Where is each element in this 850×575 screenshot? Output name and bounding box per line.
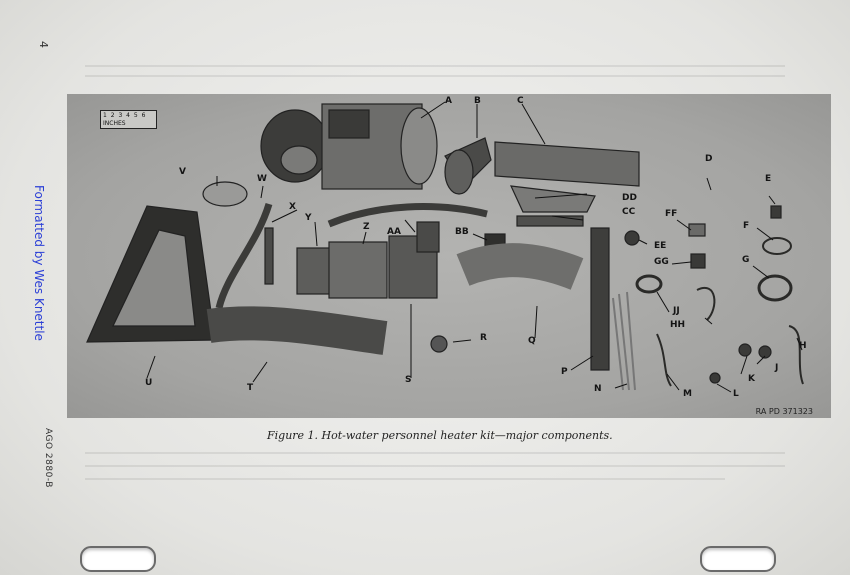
form-code: AGO 2880-B <box>43 428 53 488</box>
callout-label: E <box>765 174 772 184</box>
callout-label: F <box>743 221 750 231</box>
callout-label: Q <box>528 336 536 346</box>
hose-shape <box>329 207 487 224</box>
flex-hose-shape <box>463 260 577 274</box>
figure-reference-code: RA PD 371323 <box>755 407 813 416</box>
part-r-shape <box>431 336 447 352</box>
callout-label: CC <box>622 207 636 217</box>
coil-f-shape <box>763 238 791 254</box>
callout-label: BB <box>455 227 469 237</box>
callout-label: G <box>742 255 750 265</box>
tube-shape <box>219 204 269 308</box>
wire-h-shape <box>789 326 803 384</box>
callout-label: D <box>705 154 713 164</box>
inches-scale <box>100 110 157 129</box>
part-k-shape <box>739 344 751 356</box>
coil-g-shape <box>759 276 791 300</box>
binder-hole <box>80 546 156 572</box>
callout-label: DD <box>622 193 637 203</box>
callout-label: S <box>405 375 412 385</box>
callout-label: V <box>179 167 186 177</box>
channel-p-shape <box>591 228 609 370</box>
callout-label: M <box>683 389 692 399</box>
callout-label: AA <box>387 227 401 237</box>
callout-label: N <box>594 384 602 394</box>
box-z-shape <box>329 242 387 298</box>
bleed-through-line <box>85 452 785 454</box>
callout-label: R <box>480 333 487 343</box>
flex-hose-shape <box>209 323 385 338</box>
bleed-through-line <box>85 465 785 467</box>
callout-label: JJ <box>673 306 680 316</box>
binder-hole <box>700 546 776 572</box>
rod-shape <box>265 228 273 284</box>
callout-label: C <box>517 96 524 106</box>
callout-label: A <box>445 96 452 106</box>
callout-label: W <box>257 174 267 184</box>
scale-label: INCHES <box>103 120 126 127</box>
part-ff-shape <box>689 224 705 236</box>
heater-kit-illustration <box>67 94 831 418</box>
callout-label: L <box>733 389 739 399</box>
callout-label: Z <box>363 222 370 232</box>
part-ee-shape <box>625 231 639 245</box>
bleed-through-line <box>85 75 785 77</box>
part-e-shape <box>771 206 781 218</box>
scale-ticks: 1 2 3 4 5 6 <box>103 112 147 119</box>
bracket-shape <box>511 186 595 212</box>
wire-m-shape <box>657 334 671 386</box>
bleed-through-line <box>85 478 725 480</box>
figure-photo <box>67 94 831 418</box>
callout-label: EE <box>654 241 667 251</box>
strip-shape <box>517 216 583 226</box>
callout-label: Y <box>305 213 312 223</box>
callout-label: HH <box>670 320 686 330</box>
side-credit: Formatted by Wes Knettle <box>32 185 46 341</box>
part-l-shape <box>710 373 720 383</box>
duct-channel-shape <box>495 142 639 186</box>
callout-label: FF <box>665 209 678 219</box>
grille-shape <box>203 182 247 206</box>
bleed-through-line <box>85 65 785 67</box>
callout-label: T <box>247 383 254 393</box>
callout-label: J <box>775 363 779 373</box>
page-number: 4 <box>37 41 50 48</box>
callout-label: P <box>561 367 568 377</box>
figure-caption: Figure 1. Hot-water personnel heater kit—major components. <box>267 429 613 442</box>
part-gg-shape <box>691 254 705 268</box>
part-jj-shape <box>637 276 661 292</box>
wire-hh-shape <box>697 288 714 320</box>
callout-label: H <box>799 341 807 351</box>
callout-label: GG <box>654 257 669 267</box>
callout-label: B <box>474 96 481 106</box>
callout-label: X <box>289 202 296 212</box>
callout-label: U <box>145 378 153 388</box>
callout-label: K <box>748 374 755 384</box>
